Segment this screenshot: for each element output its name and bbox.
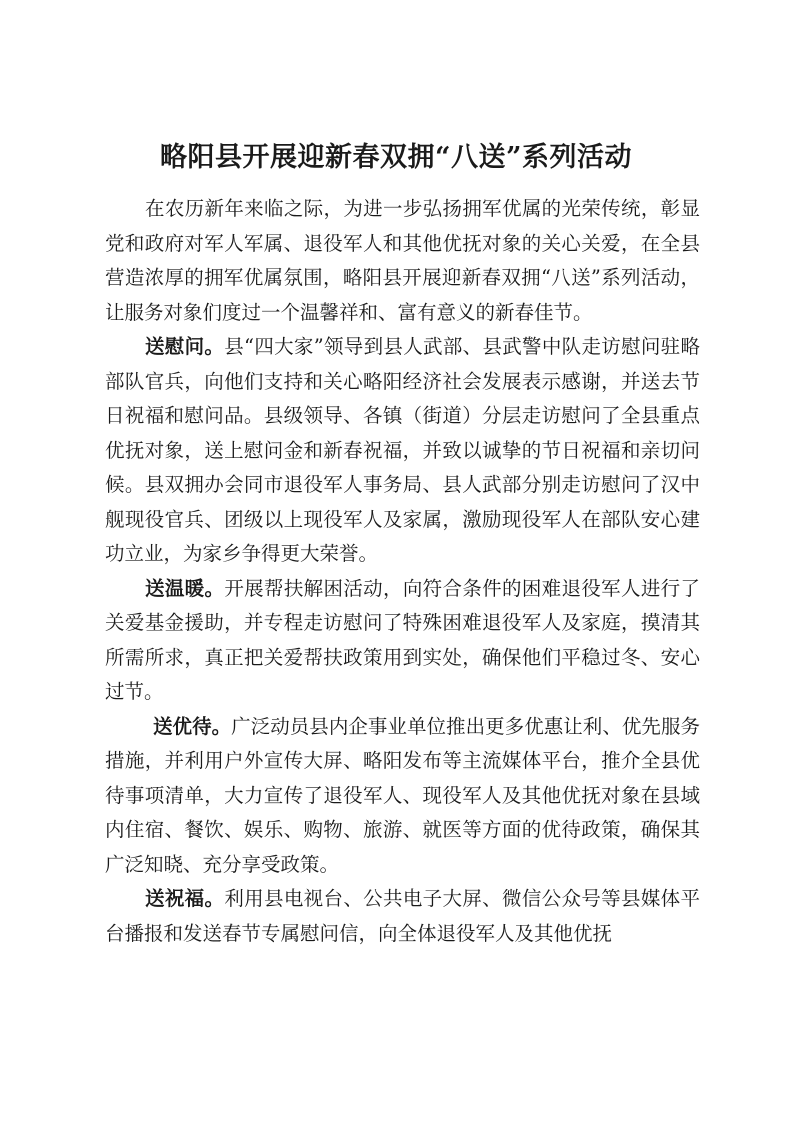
document-body bbox=[105, 192, 700, 951]
paragraph-intro bbox=[105, 192, 700, 330]
paragraph-lead: 送优待。 bbox=[153, 714, 232, 738]
paragraph-text: 县“四大家”领导到县人武部、县武警中队走访慰问驻略部队官兵，向他们支持和关心略阳经济社会发展表示感谢，并送去节日祝福和慰问品。县级领导、各镇（街道）分层走访慰问了全县重点优抚对象，送上慰问金和新春祝福，并致以诚挚的节日祝福和亲切问候。县双拥办会同市退役军人事务局、县人武部分别走访慰问了汉中舰现役官兵、团级以上现役军人及家属，激励现役军人在部队安心建功立业，为家乡争得更大荣誉。 bbox=[105, 335, 700, 565]
paragraph-text: 利用县电视台、公共电子大屏、微信公众号等县媒体平台播报和发送春节专属慰问信，向全体退役军人及其他优抚 bbox=[105, 887, 700, 945]
paragraph-lead: 送祝福。 bbox=[145, 887, 225, 910]
document-title: 略阳县开展迎新春双拥“八送”系列活动 bbox=[159, 142, 633, 174]
paragraph-send-condolences bbox=[105, 330, 700, 572]
paragraph-send-preferential bbox=[105, 710, 700, 883]
paragraph-send-blessings bbox=[105, 882, 700, 951]
paragraph-text: 在农历新年来临之际，为进一步弘扬拥军优属的光荣传统，彰显党和政府对军人军属、退役军人和其他优抚对象的关心关爱，在全县营造浓厚的拥军优属氛围，略阳县开展迎新春双拥“八送”系列活动，让服务对象们度过一个温馨祥和、富有意义的新春佳节。 bbox=[105, 197, 700, 324]
paragraph-send-warmth bbox=[105, 572, 700, 710]
paragraph-text: 开展帮扶解困活动，向符合条件的困难退役军人进行了关爱基金援助，并专程走访慰问了特殊困难退役军人及家庭，摸清其所需所求，真正把关爱帮扶政策用到实处，确保他们平稳过冬、安心过节。 bbox=[105, 576, 700, 703]
paragraph-lead: 送温暖。 bbox=[145, 576, 225, 600]
paragraph-lead: 送慰问。 bbox=[145, 335, 225, 358]
paragraph-text: 广泛动员县内企事业单位推出更多优惠让利、优先服务措施，并利用户外宣传大屏、略阳发布等主流媒体平台，推介全县优待事项清单，大力宣传了退役军人、现役军人及其他优抚对象在县域内住宿、餐饮、娱乐、购物、旅游、就医等方面的优待政策，确保其广泛知晓、充分享受政策。 bbox=[105, 714, 700, 876]
